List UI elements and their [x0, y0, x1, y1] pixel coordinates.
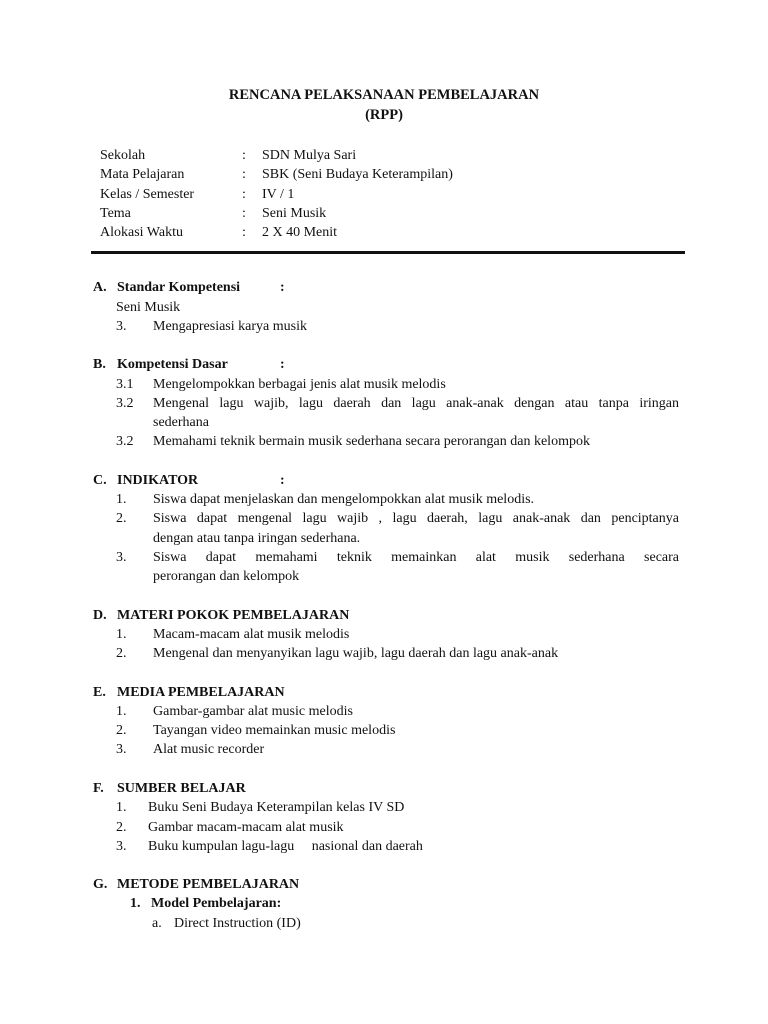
- section-c-heading: [93, 473, 285, 489]
- section-letter: G.: [93, 877, 108, 892]
- item-number: 2.: [116, 646, 127, 661]
- item-text: Memahami teknik bermain musik sederhana secara perorangan dan kelompok: [153, 434, 590, 449]
- section-a-heading: [93, 280, 285, 296]
- identity-separator: :: [242, 225, 246, 241]
- identity-label: Mata Pelajaran: [100, 167, 185, 183]
- item-text: Buku kumpulan lagu-lagu nasional dan daerah: [148, 839, 423, 854]
- section-colon: :: [280, 473, 285, 488]
- item-continuation: perorangan dan kelompok: [153, 569, 300, 584]
- identity-separator: :: [242, 186, 246, 202]
- item-text: Alat music recorder: [153, 742, 265, 757]
- identity-value: SDN Mulya Sari: [262, 148, 357, 163]
- item-number: 3.: [116, 550, 127, 565]
- identity-row: [100, 165, 453, 184]
- item-continuation: sederhana: [153, 415, 209, 430]
- document-title: RENCANA PELAKSANAAN PEMBELAJARAN: [228, 87, 540, 103]
- identity-label: Sekolah: [100, 148, 146, 163]
- header-divider: [91, 251, 685, 254]
- section-g-subheading: 1. Model Pembelajaran:: [130, 896, 282, 911]
- item-text: Mengelompokkan berbagai jenis alat musik melodis: [153, 377, 446, 392]
- section-colon: :: [280, 280, 285, 295]
- item-number: 1.: [116, 492, 127, 507]
- item-number: a.: [152, 916, 162, 931]
- section-a-intro: Seni Musik: [116, 300, 181, 315]
- section-b-heading: [93, 357, 285, 373]
- identity-label: Alokasi Waktu: [100, 225, 183, 241]
- identity-table: [100, 146, 453, 242]
- identity-separator: :: [242, 148, 246, 163]
- section-title: SUMBER BELAJAR: [117, 781, 246, 796]
- item-number: 2.: [116, 723, 127, 738]
- item-number: 3.: [116, 319, 127, 334]
- item-text: Siswa dapat mengenal lagu wajib , lagu daerah, lagu anak-anak dan penciptanya: [153, 511, 679, 526]
- item-number: 3.2: [116, 396, 134, 411]
- item-text: Tayangan video memainkan music melodis: [153, 723, 396, 738]
- item-number: 2.: [116, 820, 127, 835]
- item-text: Gambar macam-macam alat musik: [148, 820, 344, 835]
- identity-label: Kelas / Semester: [100, 186, 195, 202]
- section-d-heading: [93, 608, 349, 624]
- section-f-heading: [93, 781, 246, 797]
- identity-row: [100, 204, 453, 223]
- item-number: 3.: [116, 742, 127, 757]
- identity-value: 2 X 40 Menit: [262, 225, 338, 241]
- item-number: 1.: [116, 627, 127, 642]
- section-title: INDIKATOR: [117, 473, 199, 488]
- section-letter: A.: [93, 280, 107, 295]
- document-subtitle: (RPP): [365, 107, 403, 123]
- item-number: 1.: [116, 704, 127, 719]
- item-text: Macam-macam alat musik melodis: [153, 627, 350, 642]
- item-number: 1.: [116, 800, 127, 815]
- item-number: 2.: [116, 511, 127, 526]
- identity-separator: :: [242, 205, 246, 221]
- section-title: Kompetensi Dasar: [117, 357, 228, 372]
- section-title: METODE PEMBELAJARAN: [117, 877, 300, 892]
- identity-separator: :: [242, 167, 246, 183]
- section-title: MATERI POKOK PEMBELAJARAN: [117, 608, 350, 623]
- section-letter: B.: [93, 357, 106, 372]
- item-text: Gambar-gambar alat music melodis: [153, 704, 353, 719]
- item-text: Buku Seni Budaya Keterampilan kelas IV SD: [148, 800, 405, 815]
- item-text: Direct Instruction (ID): [174, 916, 301, 931]
- section-title: MEDIA PEMBELAJARAN: [117, 685, 285, 700]
- identity-value: Seni Musik: [262, 205, 327, 221]
- item-text: Mengenal dan menyanyikan lagu wajib, lagu daerah dan lagu anak-anak: [153, 646, 559, 661]
- section-colon: :: [280, 357, 285, 372]
- identity-value: IV / 1: [262, 186, 295, 202]
- identity-label: Tema: [100, 205, 131, 221]
- item-number: 3.1: [116, 377, 134, 392]
- identity-row: [100, 185, 453, 204]
- item-number: 3.: [116, 839, 127, 854]
- item-text: Mengenal lagu wajib, lagu daerah dan lagu anak-anak dengan atau tanpa iringan: [153, 396, 679, 411]
- item-text: Siswa dapat menjelaskan dan mengelompokkan alat musik melodis.: [153, 492, 535, 507]
- section-letter: F.: [93, 781, 104, 796]
- section-g-heading: [93, 877, 299, 893]
- section-e-heading: [93, 685, 285, 701]
- item-continuation: dengan atau tanpa iringan sederhana.: [153, 531, 361, 546]
- identity-row: [100, 223, 453, 242]
- item-text: Mengapresiasi karya musik: [153, 319, 307, 334]
- item-text: Siswa dapat memahami teknik memainkan alat musik sederhana secara: [153, 550, 679, 565]
- section-title: Standar Kompetensi: [117, 280, 241, 295]
- section-letter: C.: [93, 473, 107, 488]
- identity-value: SBK (Seni Budaya Keterampilan): [262, 167, 453, 183]
- section-letter: E.: [93, 685, 106, 700]
- item-number: 3.2: [116, 434, 134, 449]
- section-letter: D.: [93, 608, 107, 623]
- identity-row: [100, 146, 453, 165]
